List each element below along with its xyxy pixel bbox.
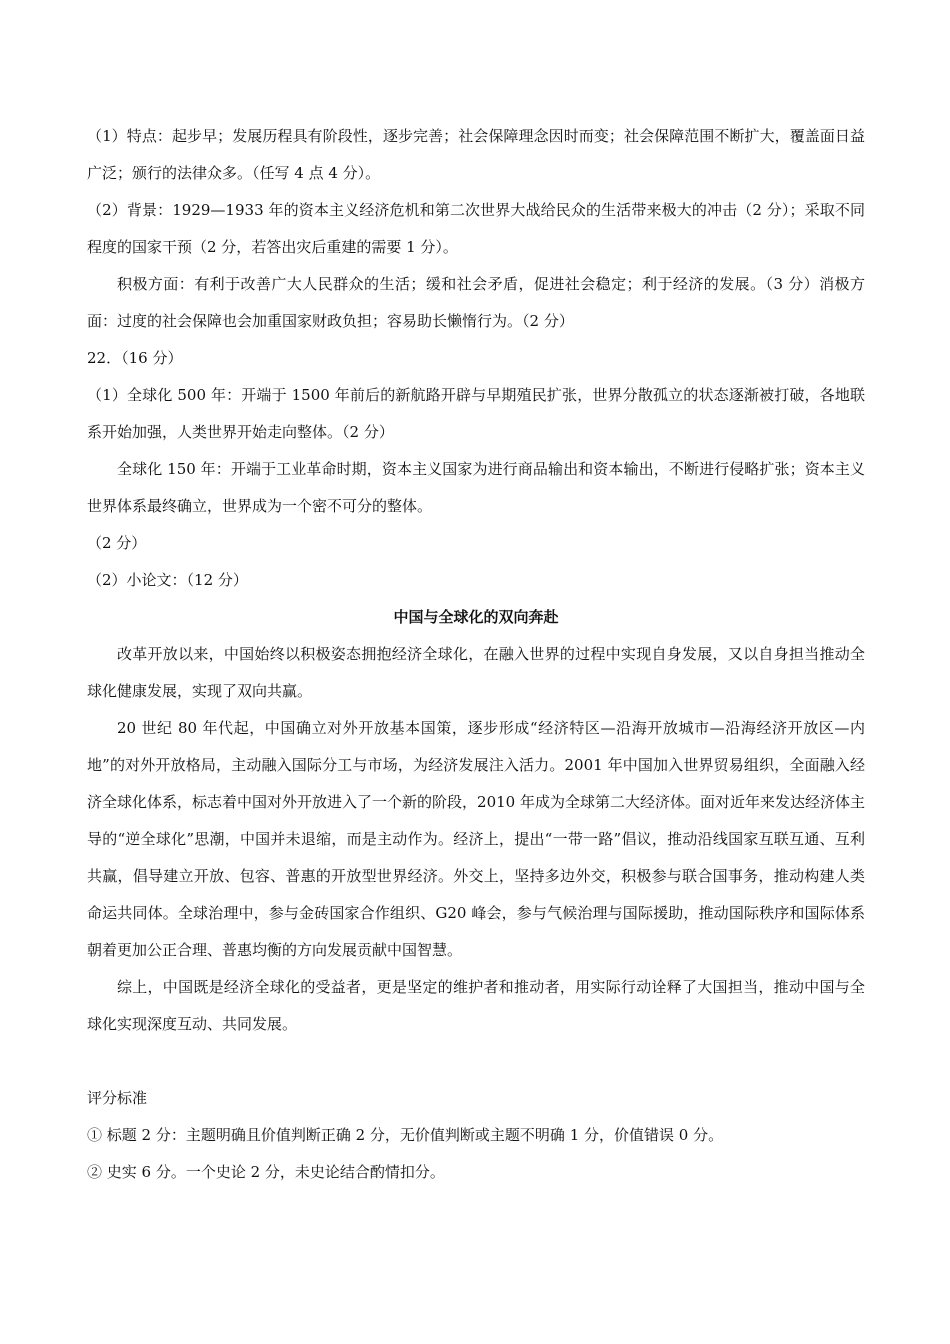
grading-item-1: ① 标题 2 分：主题明确且价值判断正确 2 分，无价值判断或主题不明确 1 分，价值错误 0 分。	[87, 1126, 724, 1144]
essay-paragraph-1: 改革开放以来，中国始终以积极姿态拥抱经济全球化，在融入世界的过程中实现自身发展，又以自身担当推动全球化健康发展，实现了双向共赢。	[87, 645, 865, 700]
grading-header: 评分标准	[87, 1089, 148, 1107]
q22-part1-500-years: （1）全球化 500 年：开端于 1500 年前后的新航路开辟与早期殖民扩张，世界分散孤立的状态逐渐被打破，各地联系开始加强，人类世界开始走向整体。（2 分）	[87, 386, 865, 441]
q22-part1-150-years: 全球化 150 年：开端于工业革命时期，资本主义国家为进行商品输出和资本输出，不断进行侵略扩张；资本主义世界体系最终确立，世界成为一个密不可分的整体。	[87, 460, 865, 515]
q21-part2: （2）背景：1929—1933 年的资本主义经济危机和第二次世界大战给民众的生活带来极大的冲击（2 分）；采取不同程度的国家干预（2 分，若答出灾后重建的需要 1 分）。	[87, 201, 865, 256]
q21-part1: （1）特点：起步早；发展历程具有阶段性，逐步完善；社会保障理念因时而变；社会保障范围不断扩大，覆盖面日益广泛；颁行的法律众多。（任写 4 点 4 分）。	[87, 127, 865, 182]
grading-item-2: ② 史实 6 分。一个史论 2 分，未史论结合酌情扣分。	[87, 1163, 445, 1181]
q21-part2-evaluation: 积极方面：有利于改善广大人民群众的生活；缓和社会矛盾，促进社会稳定；利于经济的发展。（3 分）消极方面：过度的社会保障也会加重国家财政负担；容易助长懒惰行为。（2 分）	[87, 275, 865, 330]
q22-part2-header: （2）小论文：（12 分）	[87, 571, 248, 589]
essay-paragraph-2: 20 世纪 80 年代起，中国确立对外开放基本国策，逐步形成“经济特区—沿海开放城市—沿海经济开放区—内地”的对外开放格局，主动融入国际分工与市场，为经济发展注入活力。2001 年中国加入世界贸易组织，全面融入经济全球化体系，标志着中国对外开放进入了一个新的阶段，2010 年成为全球第二大经济体。面对近年来发达经济体主导的“逆全球化”思潮，中国并未退缩，而是主动作为。经济上，提出“一带一路”倡议，推动沿线国家互联互通、互利共赢，倡导建立开放、包容、普惠的开放型世界经济。外交上，坚持多边外交，积极参与联合国事务，推动构建人类命运共同体。全球治理中，参与金砖国家合作组织、G20 峰会，参与气候治理与国际援助，推动国际秩序和国际体系朝着更加公正合理、普惠均衡的方向发展贡献中国智慧。	[87, 719, 865, 959]
document-page	[87, 118, 865, 1191]
essay-paragraph-3: 综上，中国既是经济全球化的受益者，更是坚定的维护者和推动者，用实际行动诠释了大国担当，推动中国与全球化实现深度互动、共同发展。	[87, 978, 865, 1033]
q22-header: 22．（16 分）	[87, 349, 183, 367]
q22-part1-150-score: （2 分）	[87, 534, 147, 552]
essay-title: 中国与全球化的双向奔赴	[393, 608, 559, 626]
spacer	[87, 1043, 865, 1080]
